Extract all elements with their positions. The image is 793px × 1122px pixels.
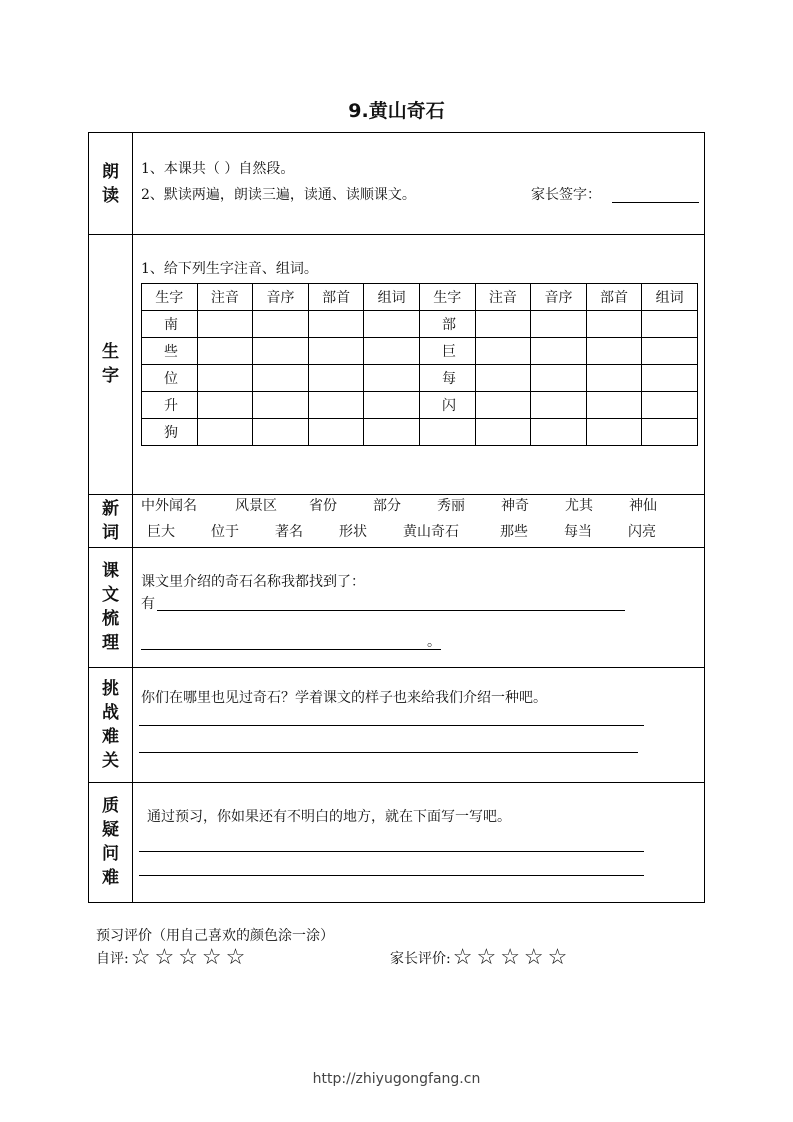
- blank-cell[interactable]: [642, 392, 698, 419]
- section-label-char: 质: [102, 796, 119, 816]
- blank-cell[interactable]: [253, 419, 309, 446]
- star-icon[interactable]: ☆: [225, 945, 246, 970]
- blank-cell[interactable]: [642, 338, 698, 365]
- table-header-row: [142, 284, 698, 311]
- new-word: 中外闻名: [141, 498, 197, 514]
- new-word: 省份: [309, 498, 337, 514]
- section-label-char: 问: [102, 844, 119, 864]
- section-label-char: 朗: [102, 161, 119, 182]
- new-word: 位于: [211, 524, 239, 540]
- star-icon[interactable]: ☆: [452, 945, 473, 970]
- answer-line[interactable]: [141, 649, 441, 650]
- answer-line[interactable]: [139, 851, 644, 852]
- character-cell: 每: [419, 365, 475, 392]
- table-row: [142, 338, 698, 365]
- challenge-prompt: 你们在哪里也见过奇石？学着课文的样子也来给我们介绍一种吧。: [141, 690, 547, 706]
- blank-cell[interactable]: [475, 311, 531, 338]
- table-header: 音序: [253, 284, 309, 311]
- answer-line[interactable]: [157, 610, 625, 611]
- new-word: 那些: [500, 524, 528, 540]
- footer-url: http://zhiyugongfang.cn: [312, 1071, 481, 1087]
- character-cell: 些: [142, 338, 198, 365]
- row-divider: [89, 782, 704, 783]
- new-words-row-1: [141, 495, 701, 515]
- character-cell: 闪: [419, 392, 475, 419]
- new-word: 风景区: [235, 498, 277, 514]
- section-label-char: 挑: [102, 678, 119, 699]
- character-cell: 狗: [142, 419, 198, 446]
- new-word: 秀丽: [437, 498, 465, 514]
- blank-cell[interactable]: [531, 419, 587, 446]
- character-cell: 巨: [419, 338, 475, 365]
- blank-cell[interactable]: [586, 365, 642, 392]
- answer-line[interactable]: [139, 725, 644, 726]
- table-row: [142, 311, 698, 338]
- worksheet-table: [88, 132, 705, 903]
- star-icon[interactable]: ☆: [154, 945, 175, 970]
- parent-star-rating: [453, 947, 572, 969]
- star-icon[interactable]: ☆: [201, 945, 222, 970]
- new-word: 神仙: [629, 498, 657, 514]
- blank-cell[interactable]: [253, 338, 309, 365]
- section-label-characters: [89, 234, 132, 494]
- parent-evaluation: [390, 947, 571, 969]
- blank-cell[interactable]: [642, 365, 698, 392]
- section-label-char: 文: [102, 585, 119, 605]
- star-icon[interactable]: ☆: [523, 945, 544, 970]
- blank-cell[interactable]: [364, 338, 420, 365]
- blank-cell[interactable]: [253, 311, 309, 338]
- row-divider: [89, 234, 704, 235]
- blank-cell[interactable]: [586, 338, 642, 365]
- section-label-char: 生: [102, 342, 119, 362]
- new-word: 部分: [373, 498, 401, 514]
- label-column-divider: [132, 133, 133, 902]
- blank-cell[interactable]: [253, 365, 309, 392]
- new-words-row-2: [147, 521, 707, 541]
- table-header: 组词: [364, 284, 420, 311]
- evaluation-heading: 预习评价（用自己喜欢的颜色涂一涂）: [96, 928, 334, 944]
- blank-cell[interactable]: [475, 392, 531, 419]
- star-icon[interactable]: ☆: [500, 945, 520, 970]
- blank-cell[interactable]: [197, 365, 253, 392]
- blank-cell[interactable]: [531, 365, 587, 392]
- blank-cell[interactable]: [364, 392, 420, 419]
- table-header: 注音: [475, 284, 531, 311]
- blank-cell[interactable]: [475, 419, 531, 446]
- self-evaluation-label: 自评:: [96, 951, 129, 967]
- text-summary-end-mark: 。: [427, 634, 441, 650]
- star-icon[interactable]: ☆: [547, 945, 568, 970]
- section-label-char: 字: [102, 366, 119, 386]
- blank-cell[interactable]: [308, 338, 364, 365]
- character-cell: 南: [142, 311, 198, 338]
- table-header: 部首: [586, 284, 642, 311]
- blank-cell[interactable]: [308, 419, 364, 446]
- section-label-char: 新: [102, 498, 119, 519]
- table-header: 组词: [642, 284, 698, 311]
- reading-line-2: 2、默读两遍，朗读三遍，读通、读顺课文。: [141, 187, 416, 203]
- blank-cell[interactable]: [586, 311, 642, 338]
- section-label-char: 课: [102, 561, 119, 581]
- page-title: 9.黄山奇石: [348, 100, 445, 122]
- blank-cell[interactable]: [475, 338, 531, 365]
- text-summary-prefix: 有: [141, 596, 155, 612]
- star-icon[interactable]: ☆: [130, 945, 151, 970]
- star-icon[interactable]: ☆: [476, 945, 497, 970]
- answer-line[interactable]: [139, 875, 644, 876]
- section-label-char: 战: [102, 702, 119, 723]
- new-word: 巨大: [147, 524, 175, 540]
- table-row: [142, 392, 698, 419]
- parent-evaluation-label: 家长评价:: [390, 951, 451, 967]
- blank-cell[interactable]: [197, 392, 253, 419]
- self-evaluation: [96, 947, 249, 969]
- row-divider: [89, 547, 704, 548]
- new-word: 黄山奇石: [403, 524, 459, 540]
- table-header: 注音: [197, 284, 253, 311]
- characters-instruction: 1、给下列生字注音、组词。: [141, 261, 318, 277]
- table-header: 部首: [308, 284, 364, 311]
- section-label-char: 梳: [102, 609, 119, 629]
- blank-cell[interactable]: [475, 365, 531, 392]
- blank-cell[interactable]: [531, 338, 587, 365]
- blank-cell[interactable]: [586, 419, 642, 446]
- new-word: 每当: [564, 524, 592, 540]
- section-label-text-summary: [89, 547, 132, 667]
- answer-line[interactable]: [139, 752, 638, 753]
- blank-cell[interactable]: [642, 419, 698, 446]
- section-label-char: 词: [102, 522, 119, 543]
- blank-cell[interactable]: [531, 392, 587, 419]
- table-header: 生字: [142, 284, 198, 311]
- blank-cell[interactable]: [197, 419, 253, 446]
- table-row: [142, 419, 698, 446]
- characters-table: [141, 283, 698, 446]
- questions-prompt: 通过预习，你如果还有不明白的地方，就在下面写一写吧。: [147, 809, 511, 825]
- blank-cell[interactable]: [586, 392, 642, 419]
- new-word: 形状: [339, 524, 367, 540]
- character-cell: 升: [142, 392, 198, 419]
- section-label-questions: [89, 782, 132, 902]
- section-label-char: 读: [102, 185, 119, 206]
- section-label-char: 难: [102, 868, 119, 888]
- section-label-char: 关: [102, 750, 119, 771]
- parent-signature-line[interactable]: [612, 202, 699, 203]
- blank-cell[interactable]: [364, 311, 420, 338]
- new-word: 神奇: [501, 498, 529, 514]
- blank-cell[interactable]: [364, 419, 420, 446]
- blank-cell[interactable]: [308, 311, 364, 338]
- section-label-char: 理: [102, 633, 119, 653]
- section-label-char: 难: [102, 726, 119, 747]
- blank-cell[interactable]: [642, 311, 698, 338]
- new-word: 闪亮: [628, 524, 656, 540]
- table-header: 生字: [419, 284, 475, 311]
- star-icon[interactable]: ☆: [178, 945, 198, 970]
- character-cell: 位: [142, 365, 198, 392]
- self-star-rating: [131, 947, 250, 969]
- blank-cell[interactable]: [253, 392, 309, 419]
- character-cell: [419, 419, 475, 446]
- section-label-new-words: [89, 494, 132, 547]
- blank-cell[interactable]: [364, 365, 420, 392]
- character-cell: 部: [419, 311, 475, 338]
- blank-cell[interactable]: [308, 392, 364, 419]
- blank-cell[interactable]: [308, 365, 364, 392]
- blank-cell[interactable]: [197, 338, 253, 365]
- section-label-char: 疑: [102, 820, 119, 840]
- row-divider: [89, 667, 704, 668]
- blank-cell[interactable]: [197, 311, 253, 338]
- parent-signature-label: 家长签字：: [531, 187, 601, 203]
- reading-line-1: 1、本课共（ ）自然段。: [141, 161, 295, 177]
- blank-cell[interactable]: [531, 311, 587, 338]
- table-header: 音序: [531, 284, 587, 311]
- new-word: 尤其: [565, 498, 593, 514]
- section-label-reading: [89, 133, 132, 234]
- table-row: [142, 365, 698, 392]
- text-summary-prompt: 课文里介绍的奇石名称我都找到了：: [141, 574, 365, 590]
- new-word: 著名: [275, 524, 303, 540]
- section-label-challenge: [89, 667, 132, 782]
